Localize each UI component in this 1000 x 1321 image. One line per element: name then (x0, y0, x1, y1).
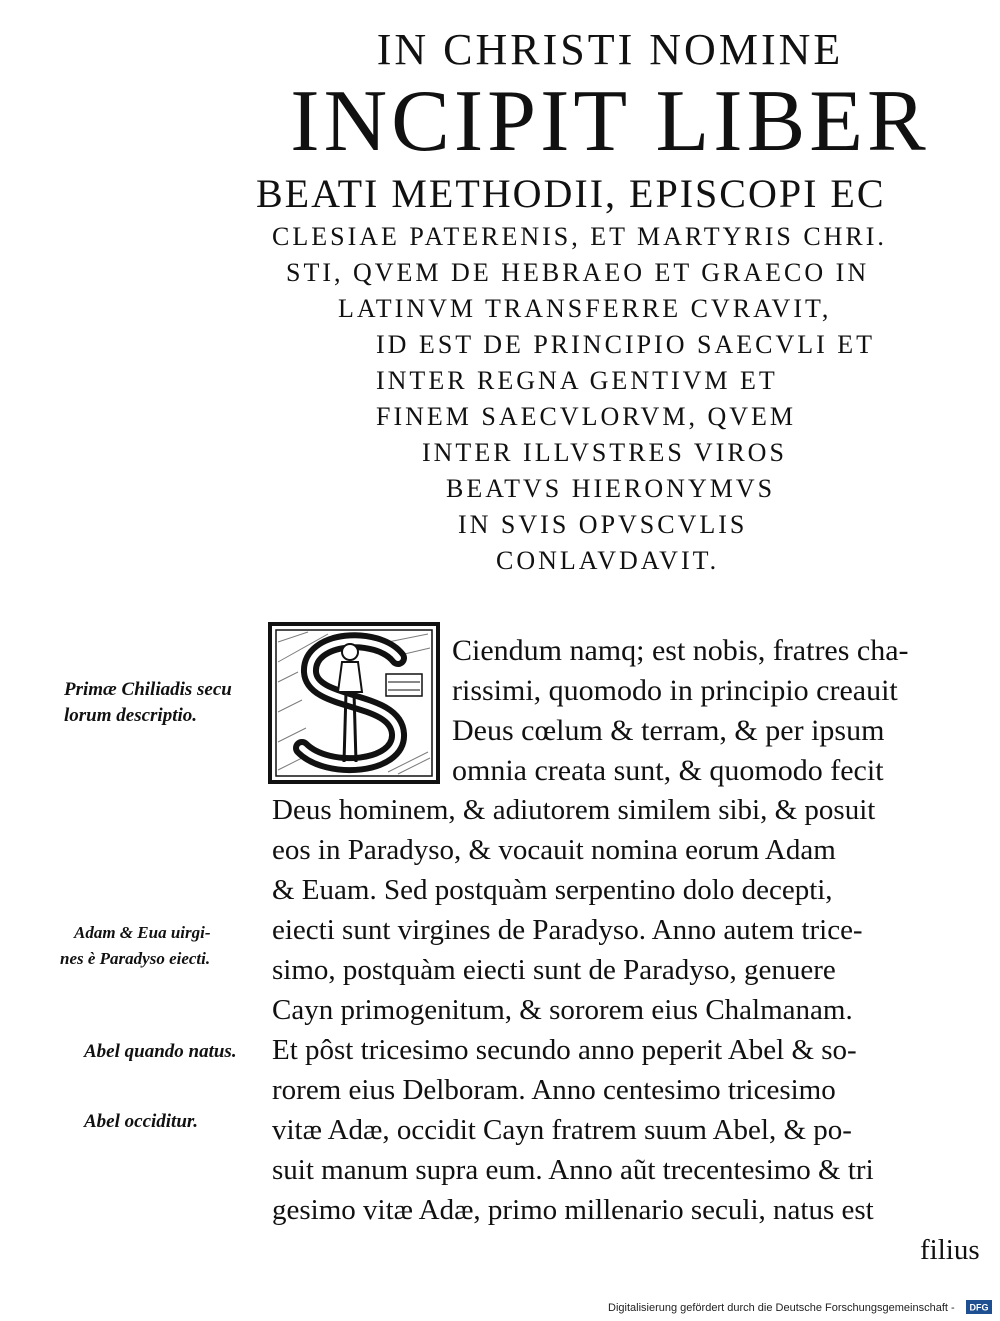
title-line-6: LATINVM TRANSFERRE CVRAVIT, (338, 294, 832, 323)
body-line-10: Cayn primogenitum, & sororem eius Chalmanam. (272, 994, 853, 1026)
title-line-5: STI, QVEM DE HEBRAEO ET GRAECO IN (286, 258, 870, 287)
margin-note-3: Abel quando natus. (84, 1041, 237, 1062)
body-line-15: gesimo vitæ Adæ, primo millenario seculi, natus est (272, 1194, 874, 1226)
dfg-logo-text: DFG (969, 1302, 989, 1313)
body-line-9: simo, postquàm eiecti sunt de Paradyso, genuere (272, 954, 836, 986)
title-line-8: INTER REGNA GENTIVM ET (376, 366, 778, 395)
title-block (250, 22, 970, 574)
margin-note-2-line-1: Adam & Eua uirgi- (74, 923, 211, 942)
title-line-9: FINEM SAECVLORVM, QVEM (376, 402, 796, 431)
body-line-7: & Euam. Sed postquàm serpentino dolo decepti, (272, 874, 833, 906)
body-line-4: omnia creata sunt, & quomodo fecit (452, 754, 884, 787)
body-line-8: eiecti sunt virgines de Paradyso. Anno autem trice- (272, 914, 863, 946)
body-line-2: rissimi, quomodo in principio creauit (452, 674, 898, 707)
title-line-1: IN CHRISTI NOMINE (376, 25, 844, 74)
digitization-footer: Digitalisierung gefördert durch die Deutsche Forschungsgemeinschaft - (608, 1302, 955, 1314)
drop-cap-s-woodcut (268, 622, 440, 784)
title-line-10: INTER ILLVSTRES VIROS (422, 438, 787, 467)
title-line-4: CLESIAE PATERENIS, ET MARTYRIS CHRI. (272, 222, 887, 251)
margin-note-1-line-1: Primæ Chiliadis secu (64, 679, 232, 700)
title-line-12: IN SVIS OPVSCVLIS (458, 510, 748, 539)
title-line-3: BEATI METHODII, EPISCOPI EC (256, 171, 886, 216)
body-line-12: rorem eius Delboram. Anno centesimo tricesimo (272, 1074, 836, 1106)
body-line-11: Et pôst tricesimo secundo anno peperit Abel & so- (272, 1034, 857, 1066)
dfg-logo-icon (966, 1300, 992, 1314)
title-line-11: BEATVS HIERONYMVS (446, 474, 776, 503)
margin-note-4: Abel occiditur. (84, 1111, 198, 1132)
body-line-1: Ciendum namq; est nobis, fratres cha- (452, 634, 909, 667)
body-line-5: Deus hominem, & adiutorem similem sibi, & posuit (272, 794, 876, 826)
body-line-3: Deus cœlum & terram, & per ipsum (452, 714, 885, 747)
margin-note-1-line-2: lorum descriptio. (64, 705, 198, 726)
margin-note-2-line-2: nes è Paradyso eiecti. (60, 949, 211, 968)
body-line-13: vitæ Adæ, occidit Cayn fratrem suum Abel, & po- (272, 1114, 852, 1146)
title-line-2: INCIPIT LIBER (290, 73, 930, 170)
body-line-14: suit manum supra eum. Anno aũt trecentesimo & tri (272, 1154, 874, 1186)
body-line-6: eos in Paradyso, & vocauit nomina eorum Adam (272, 834, 836, 866)
title-line-13: CONLAVDAVIT. (496, 546, 720, 575)
body-line-16-catchword: filius (920, 1234, 980, 1266)
title-line-7: ID EST DE PRINCIPIO SAECVLI ET (376, 330, 876, 359)
